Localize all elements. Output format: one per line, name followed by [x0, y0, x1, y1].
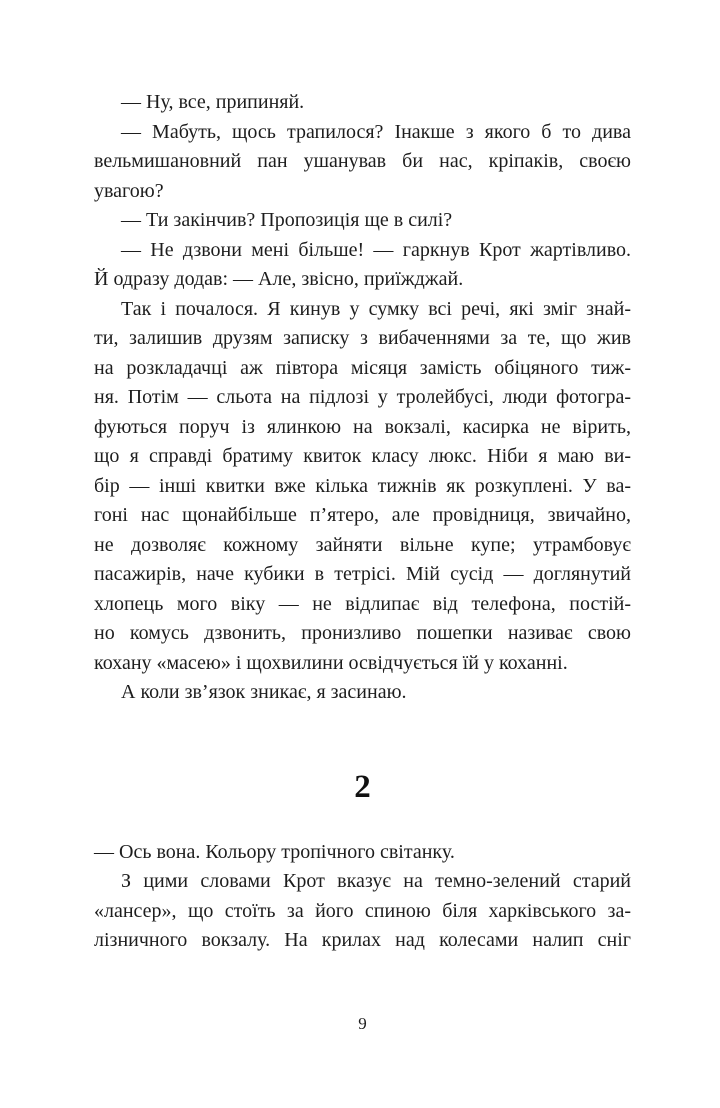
text-line: бір — інші квитки вже кілька тижнів як розкуплені. У ва- [94, 474, 631, 497]
text-line: хлопець мого віку — не відлипає від телефона, постій- [94, 592, 631, 615]
text-line: А коли зв’язок зникає, я засинаю. [121, 681, 407, 703]
paragraph [94, 838, 631, 868]
chapter-number: 2 [354, 768, 371, 805]
text-line: — Ну, все, припиняй. [121, 91, 305, 113]
paragraph [94, 206, 631, 236]
text-line: лізничного вокзалу. На крилах над колесами налип сніг [94, 929, 631, 951]
text-line: — Не дзвони мені більше! — гаркнув Крот жартівливо. [121, 238, 631, 261]
paragraph [94, 678, 631, 708]
paragraph [94, 295, 631, 679]
page-text [94, 88, 631, 956]
paragraph [94, 236, 631, 295]
text-line: увагою? [94, 179, 164, 202]
text-line: Й одразу додав: — Але, звісно, приїжджай. [94, 268, 464, 290]
text-line: ти, залишив друзям записку з вибаченнями за те, що жив [94, 327, 631, 349]
text-line: З цими словами Крот вказує на темно-зелений старий [121, 870, 631, 892]
text-line: на розкладачці аж півтора місяця замість обіцяного тиж- [94, 356, 631, 379]
text-line: вельмишановний пан ушанував би нас, кріпаків, своєю [94, 150, 631, 172]
page-number: 9 [358, 1014, 367, 1033]
text-line: ня. Потім — сльота на підлозі у тролейбусі, люди фотогра- [94, 386, 631, 408]
text-line: «лансер», що стоїть за його спиною біля харківського за- [94, 899, 631, 922]
paragraph [94, 867, 631, 956]
text-line: гоні нас щонайбільше п’ятеро, але провідниця, звичайно, [94, 504, 631, 526]
text-line: кохану «масею» і щохвилини освідчується їй у коханні. [94, 651, 568, 674]
text-line: фуються поруч із ялинкою на вокзалі, касирка не вірить, [94, 415, 631, 438]
text-line: Так і почалося. Я кинув у сумку всі речі, які зміг знай- [121, 297, 631, 320]
text-line: — Ти закінчив? Пропозиція ще в силі? [121, 209, 453, 231]
text-line: не дозволяє кожному зайняти вільне купе; утрамбовує [94, 533, 631, 556]
paragraph [94, 118, 631, 207]
text-line: — Ось вона. Кольору тропічного світанку. [94, 840, 455, 863]
text-line: но комусь дзвонить, пронизливо пошепки називає свою [94, 622, 631, 644]
text-line: що я справді братиму квиток класу люкс. Ніби я маю ви- [94, 445, 631, 467]
text-line: — Мабуть, щось трапилося? Інакше з якого б то дива [121, 120, 631, 143]
text-line: пасажирів, наче кубики в тетрісі. Мій сусід — доглянутий [94, 563, 631, 585]
paragraph [94, 88, 631, 118]
